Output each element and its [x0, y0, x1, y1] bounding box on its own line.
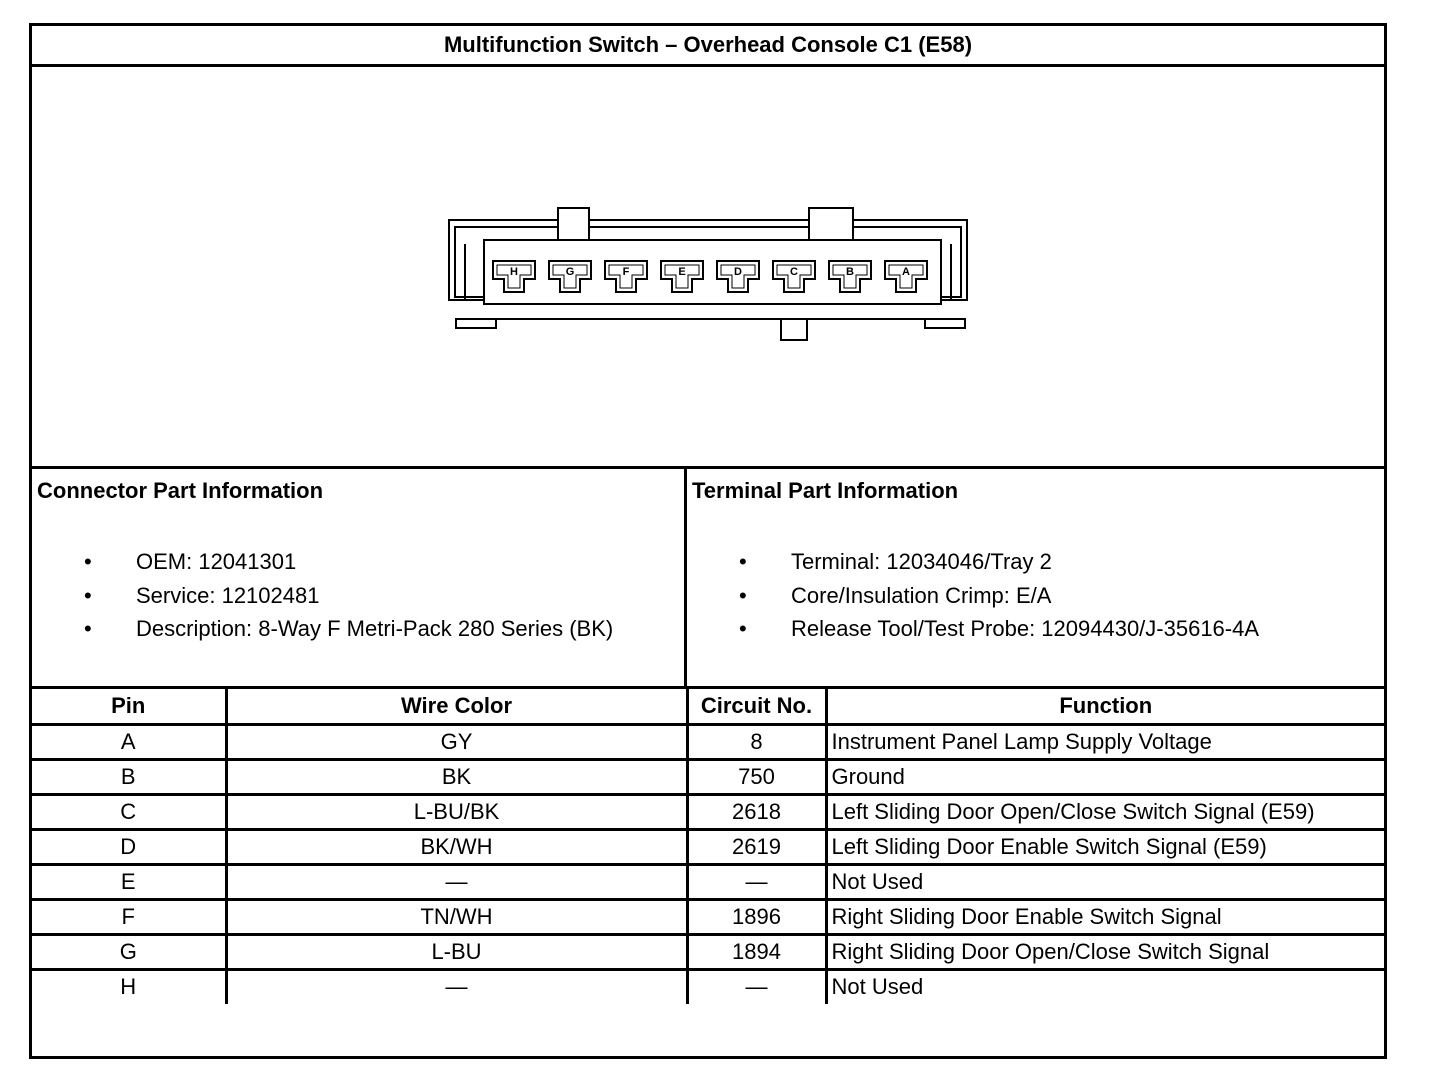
table-row [32, 899, 1384, 934]
bullet: • [739, 616, 747, 641]
connector-info-heading: Connector Part Information [37, 478, 324, 503]
connector-part-information [32, 469, 687, 686]
table-row [32, 724, 1384, 759]
cell-circuit-no: — [687, 864, 826, 899]
cell-function: Ground [826, 759, 1384, 794]
bottom-key [781, 319, 807, 340]
terminal-info-heading: Terminal Part Information [692, 478, 959, 503]
header-wire-color: Wire Color [226, 689, 687, 724]
connector-oem: OEM: 12041301 [136, 549, 297, 574]
cell-wire-color: TN/WH [226, 899, 687, 934]
table-row [32, 829, 1384, 864]
latch-tab-right [809, 208, 853, 244]
cell-circuit-no: 2618 [687, 794, 826, 829]
foot-right [925, 319, 965, 328]
cell-pin: E [32, 864, 226, 899]
bullet: • [84, 549, 92, 574]
connector-description: Description: 8-Way F Metri-Pack 280 Series (BK) [136, 616, 614, 641]
pin-label: C [790, 266, 798, 278]
cell-wire-color: L-BU [226, 934, 687, 969]
pin-label: B [846, 266, 854, 278]
cell-pin: H [32, 969, 226, 1004]
cell-wire-color: BK/WH [226, 829, 687, 864]
cell-circuit-no: 1896 [687, 899, 826, 934]
release-tool: Release Tool/Test Probe: 12094430/J-35616-4A [791, 616, 1260, 641]
header-circuit-no: Circuit No. [687, 689, 826, 724]
header-pin: Pin [32, 689, 226, 724]
list-item [739, 583, 1259, 617]
cell-wire-color: GY [226, 724, 687, 759]
cell-wire-color: — [226, 969, 687, 1004]
table-header-row [32, 689, 1384, 724]
cell-function: Not Used [826, 969, 1384, 1004]
bullet: • [739, 549, 747, 574]
header-function: Function [826, 689, 1384, 724]
pin-label: G [565, 266, 575, 278]
pin-label: H [510, 266, 518, 278]
foot-left [456, 319, 496, 328]
pin-label: F [622, 266, 630, 278]
table-row [32, 794, 1384, 829]
cell-wire-color: BK [226, 759, 687, 794]
cell-function: Left Sliding Door Open/Close Switch Signal (E59) [826, 794, 1384, 829]
connector-diagram [32, 67, 1384, 469]
list-item [739, 616, 1259, 650]
terminal-part-information [687, 469, 1384, 686]
cell-pin: F [32, 899, 226, 934]
bullet: • [84, 616, 92, 641]
pin-label: E [678, 266, 686, 278]
cell-function: Right Sliding Door Enable Switch Signal [826, 899, 1384, 934]
cell-circuit-no: 2619 [687, 829, 826, 864]
cell-circuit-no: 750 [687, 759, 826, 794]
cell-pin: G [32, 934, 226, 969]
list-item [84, 583, 613, 617]
table-row [32, 864, 1384, 899]
part-information [32, 469, 1384, 689]
connector-info-list [84, 549, 613, 650]
connector-sheet [29, 23, 1387, 1059]
cell-wire-color: — [226, 864, 687, 899]
cell-function: Right Sliding Door Open/Close Switch Signal [826, 934, 1384, 969]
pin-label: A [902, 266, 910, 278]
table-row [32, 969, 1384, 1004]
cell-circuit-no: — [687, 969, 826, 1004]
terminal-number: Terminal: 12034046/Tray 2 [791, 549, 1052, 574]
bullet: • [739, 582, 747, 608]
cell-pin: D [32, 829, 226, 864]
list-item [84, 549, 613, 583]
cell-wire-color: L-BU/BK [226, 794, 687, 829]
list-item [739, 549, 1259, 583]
cell-circuit-no: 1894 [687, 934, 826, 969]
cell-circuit-no: 8 [687, 724, 826, 759]
core-insulation-crimp: Core/Insulation Crimp: E/A [791, 582, 1052, 608]
pin-assignment-table [32, 689, 1384, 1004]
cell-pin: B [32, 759, 226, 794]
page-title: Multifunction Switch – Overhead Console C1 (E58) [32, 26, 1384, 67]
terminal-info-list [739, 549, 1259, 650]
cell-function: Not Used [826, 864, 1384, 899]
bullet: • [84, 582, 92, 608]
cell-pin: C [32, 794, 226, 829]
connector-service: Service: 12102481 [136, 582, 320, 608]
latch-tab-left [558, 208, 589, 244]
pin-table [32, 689, 1384, 1004]
cell-function: Left Sliding Door Enable Switch Signal (E59) [826, 829, 1384, 864]
list-item [84, 616, 613, 650]
table-row [32, 759, 1384, 794]
pin-label: D [734, 266, 742, 278]
table-row [32, 934, 1384, 969]
connector-face-drawing [32, 67, 1384, 469]
cell-pin: A [32, 724, 226, 759]
cell-function: Instrument Panel Lamp Supply Voltage [826, 724, 1384, 759]
